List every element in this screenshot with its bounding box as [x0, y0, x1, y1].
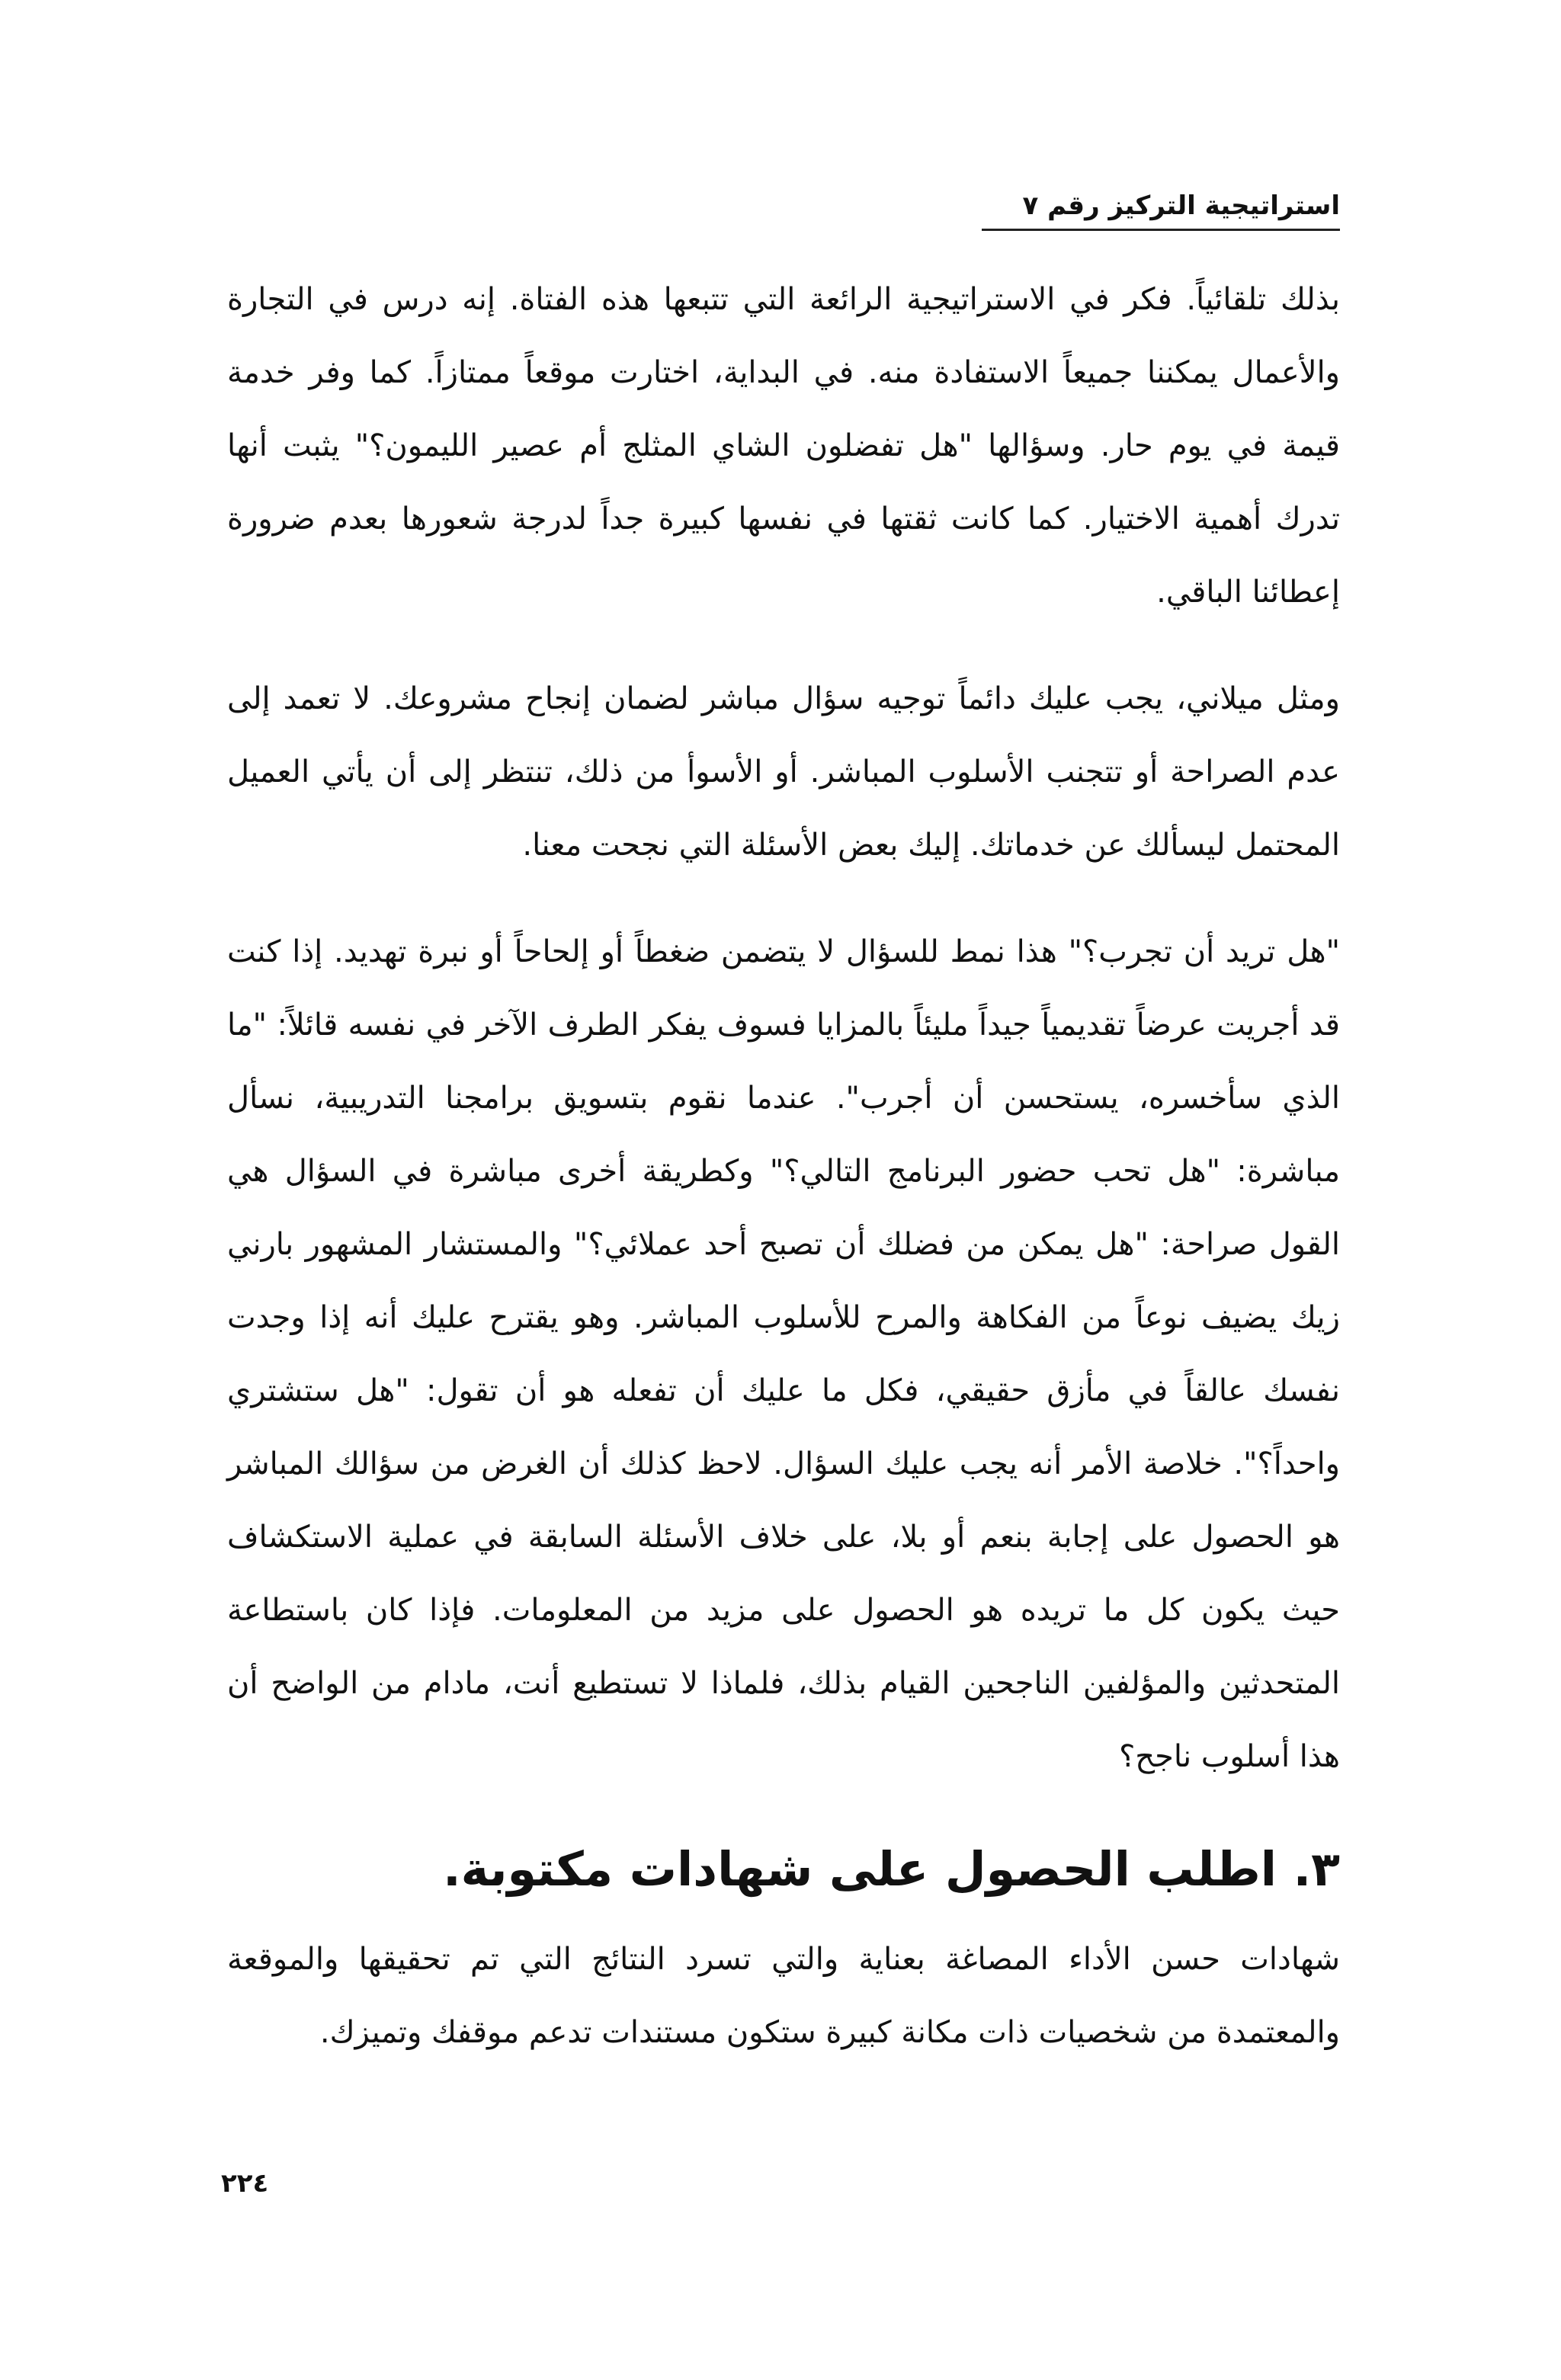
section-heading: ٣. اطلب الحصول على شهادات مكتوبة.: [443, 1841, 1340, 1897]
running-header-title: استراتيجية التركيز رقم ٧: [982, 189, 1340, 231]
section-paragraph: شهادات حسن الأداء المصاغة بعناية والتي تسرد النتائج التي تم تحقيقها والموقعة والمعتمدة من شخصيات ذات مكانة كبيرة ستكون مستندات تدعم موقفك وتميزك.: [227, 1942, 1340, 2050]
page-body: [227, 263, 1340, 2069]
page-number: ٢٢٤: [221, 2168, 269, 2199]
paragraph-2: ومثل ميلاني، يجب عليك دائماً توجيه سؤال مباشر لضمان إنجاح مشروعك. لا تعمد إلى عدم الصراحة أو تتجنب الأسلوب المباشر. أو الأسوأ من ذلك، تنتظر إلى أن يأتي العميل المحتمل ليسألك عن خدماتك. إليك بعض الأسئلة التي نجحت معنا.: [227, 681, 1340, 863]
paragraph-1: بذلك تلقائياً. فكر في الاستراتيجية الرائعة التي تتبعها هذه الفتاة. إنه درس في التجارة والأعمال يمكننا جميعاً الاستفادة منه. في البداية، اختارت موقعاً ممتازاً. كما وفر خدمة قيمة في يوم حار. وسؤالها "هل تفضلون الشاي المثلج أم عصير الليمون؟" يثبت أنها تدرك أهمية الاختيار. كما كانت ثقتها في نفسها كبيرة جداً لدرجة شعورها بعدم ضرورة إعطائنا الباقي.: [227, 282, 1340, 610]
paragraph-3: "هل تريد أن تجرب؟" هذا نمط للسؤال لا يتضمن ضغطاً أو إلحاحاً أو نبرة تهديد. إذا كنت قد أجريت عرضاً تقديمياً جيداً مليئاً بالمزايا فسوف يفكر الطرف الآخر في نفسه قائلاً: "ما الذي سأخسره، يستحسن أن أجرب". عندما نقوم بتسويق برامجنا التدريبية، نسأل مباشرة: "هل تحب حضور البرنامج التالي؟" وكطريقة أخرى مباشرة في السؤال هي القول صراحة: "هل يمكن من فضلك أن تصبح أحد عملائي؟" والمستشار المشهور بارني زيك يضيف نوعاً من الفكاهة والمرح للأسلوب المباشر. وهو يقترح عليك أنه إذا وجدت نفسك عالقاً في مأزق حقيقي، فكل ما عليك أن تفعله هو أن تقول: "هل ستشتري واحداً؟". خلاصة الأمر أنه يجب عليك السؤال. لاحظ كذلك أن الغرض من سؤالك المباشر هو الحصول على إجابة بنعم أو بلا، على خلاف الأسئلة السابقة في عملية الاستكشاف حيث يكون كل ما تريده هو الحصول على مزيد من المعلومات. فإذا كان باستطاعة المتحدثين والمؤلفين الناجحين القيام بذلك، فلماذا لا تستطيع أنت، مادام من الواضح أن هذا أسلوب ناجح؟: [227, 934, 1340, 1774]
